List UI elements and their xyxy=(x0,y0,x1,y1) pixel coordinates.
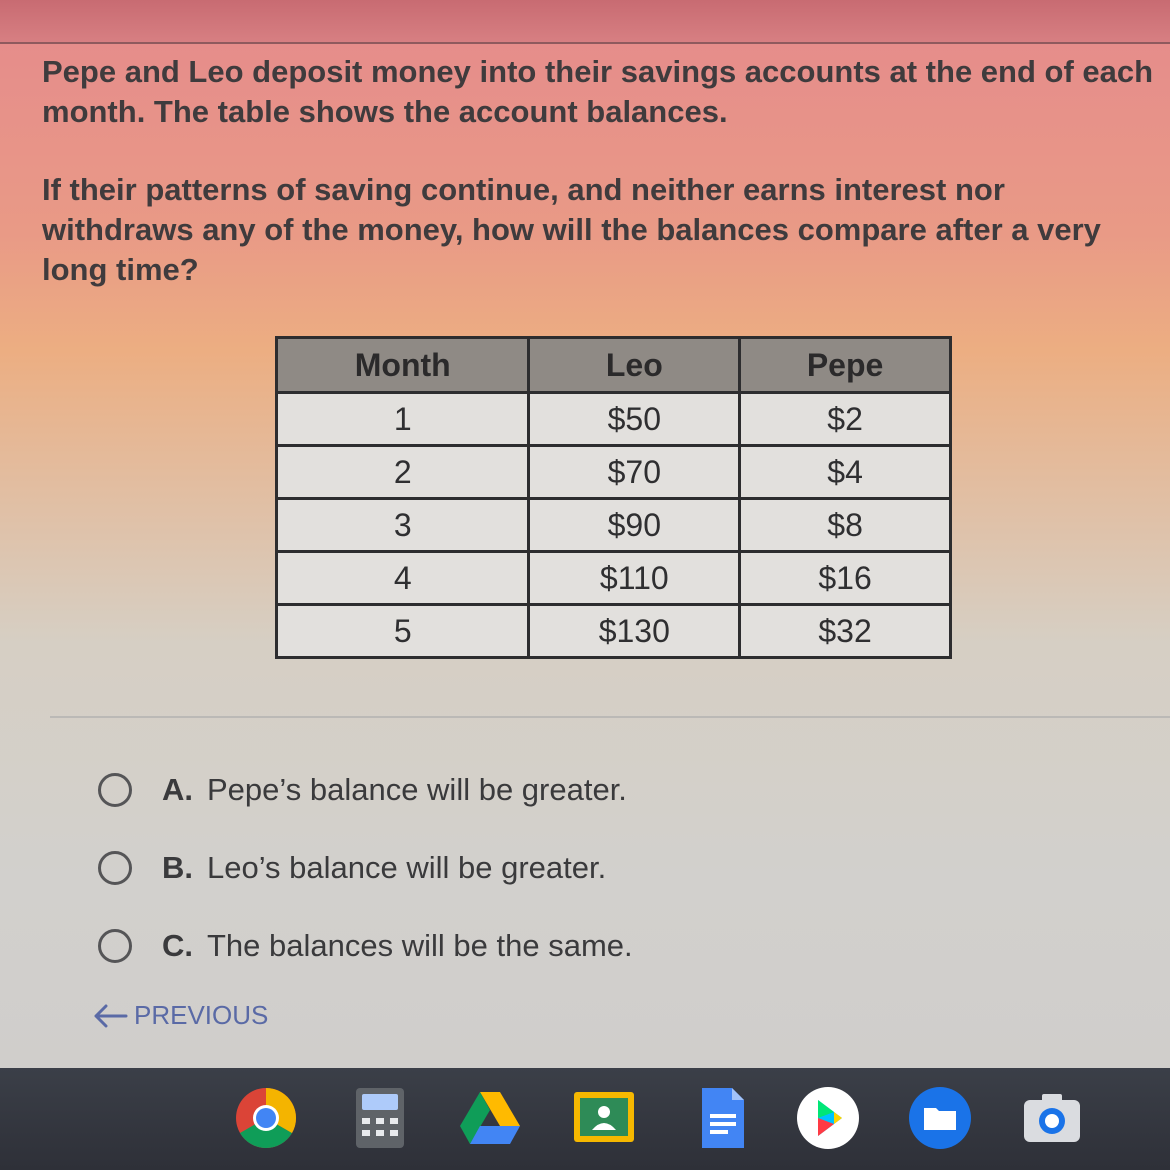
arrow-left-icon xyxy=(92,1003,128,1029)
cell-pepe: $8 xyxy=(740,499,951,552)
cell-month: 1 xyxy=(277,393,529,446)
header-month: Month xyxy=(277,338,529,393)
cell-leo: $90 xyxy=(529,499,740,552)
radio-button-a[interactable] xyxy=(98,773,132,807)
cell-month: 2 xyxy=(277,446,529,499)
choice-c[interactable] xyxy=(98,918,998,974)
cell-pepe: $32 xyxy=(740,605,951,658)
radio-button-c[interactable] xyxy=(98,929,132,963)
balances-table xyxy=(275,336,952,659)
question-paragraph-1: Pepe and Leo deposit money into their savings accounts at the end of each month. The table shows the account balances. xyxy=(42,54,1154,129)
table-row xyxy=(277,552,951,605)
cell-pepe: $2 xyxy=(740,393,951,446)
chrome-icon[interactable] xyxy=(234,1086,298,1150)
cell-pepe: $4 xyxy=(740,446,951,499)
google-drive-icon[interactable] xyxy=(458,1086,522,1150)
previous-button[interactable] xyxy=(92,1000,268,1031)
cell-leo: $50 xyxy=(529,393,740,446)
play-store-icon[interactable] xyxy=(796,1086,860,1150)
table-row xyxy=(277,605,951,658)
divider xyxy=(50,716,1170,718)
cell-leo: $130 xyxy=(529,605,740,658)
answer-choices xyxy=(98,762,998,996)
choice-letter: A. xyxy=(162,772,193,807)
question-paragraph-2: If their patterns of saving continue, and neither earns interest nor withdraws any of the money, how will the balances compare after a very long time? xyxy=(42,172,1101,287)
table-header-row xyxy=(277,338,951,393)
google-docs-icon[interactable] xyxy=(690,1086,754,1150)
choice-text: The balances will be the same. xyxy=(207,928,633,963)
cell-month: 4 xyxy=(277,552,529,605)
choice-b[interactable] xyxy=(98,840,998,896)
calculator-icon[interactable] xyxy=(348,1086,412,1150)
camera-icon[interactable] xyxy=(1020,1086,1084,1150)
header-leo: Leo xyxy=(529,338,740,393)
choice-letter: C. xyxy=(162,928,193,963)
choice-text: Leo’s balance will be greater. xyxy=(207,850,607,885)
choice-text: Pepe’s balance will be greater. xyxy=(207,772,627,807)
cell-pepe: $16 xyxy=(740,552,951,605)
table-row xyxy=(277,446,951,499)
table-row xyxy=(277,499,951,552)
choice-a[interactable] xyxy=(98,762,998,818)
radio-button-b[interactable] xyxy=(98,851,132,885)
cell-month: 3 xyxy=(277,499,529,552)
cell-leo: $70 xyxy=(529,446,740,499)
cell-month: 5 xyxy=(277,605,529,658)
files-icon[interactable] xyxy=(908,1086,972,1150)
window-top-bar xyxy=(0,0,1170,44)
table-row xyxy=(277,393,951,446)
previous-label: PREVIOUS xyxy=(134,1000,269,1030)
choice-letter: B. xyxy=(162,850,193,885)
question-text xyxy=(42,52,1162,290)
header-pepe: Pepe xyxy=(740,338,951,393)
google-classroom-icon[interactable] xyxy=(572,1086,636,1150)
cell-leo: $110 xyxy=(529,552,740,605)
